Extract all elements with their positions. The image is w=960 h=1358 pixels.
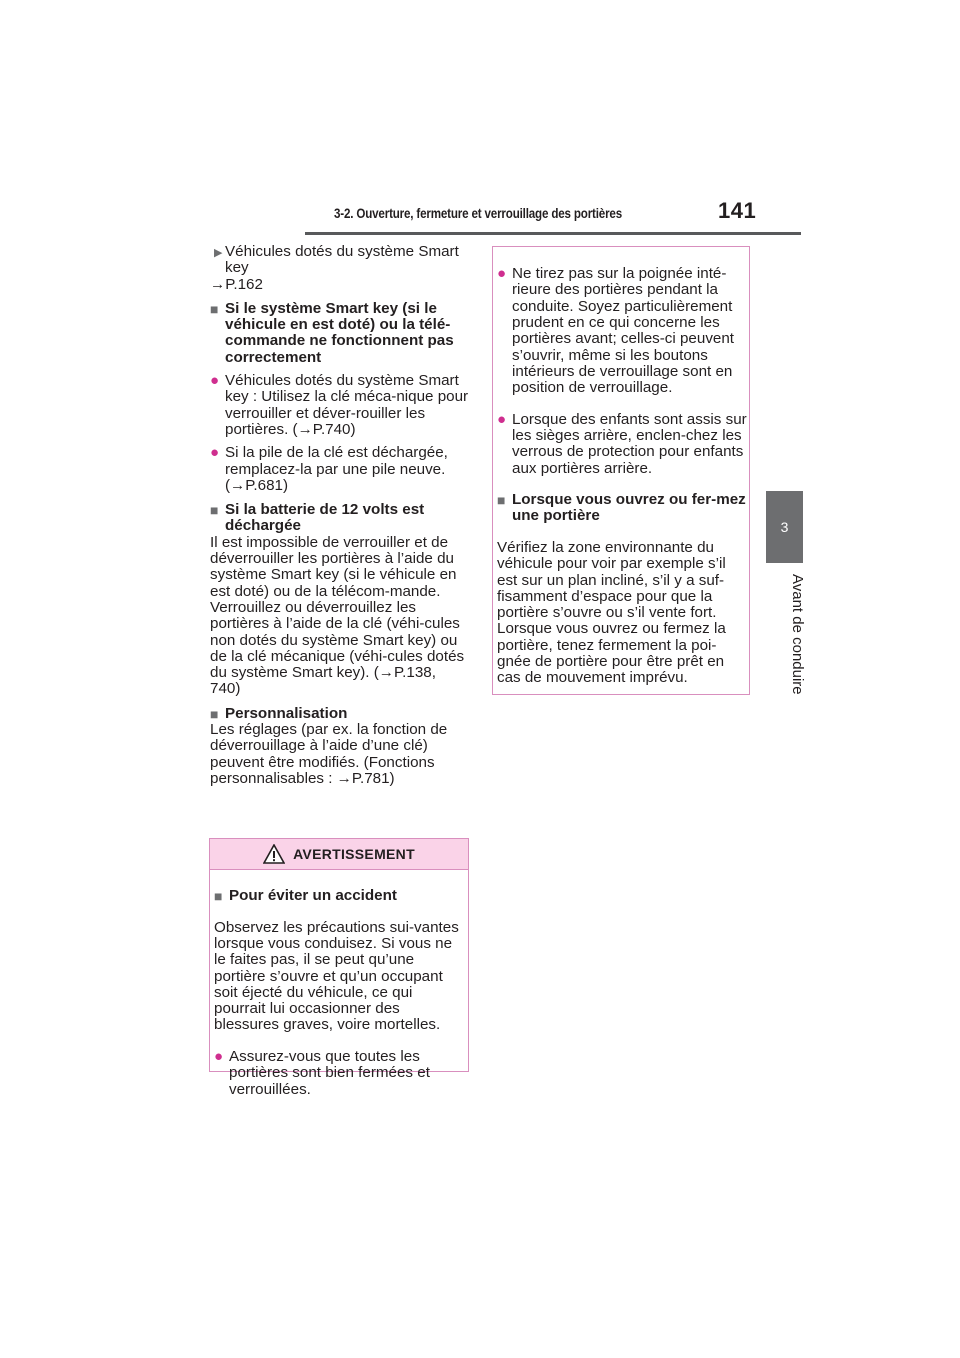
warning-title: AVERTISSEMENT [293, 846, 415, 862]
header-rule [305, 232, 801, 235]
list-item-text: Ne tirez pas sur la poignée inté-rieure des portières pendant la conduite. Soyez particulièrement prudent en ce qui concerne les portières avant; celles-ci peuvent s’ouvrir, même si les boutons intérieurs de verrouillage sont en position de verrouillage. [512, 265, 735, 397]
list-item [214, 1049, 465, 1098]
warning-header [210, 839, 468, 870]
list-item-text: Véhicules dotés du système Smart key : Utilisez la clé méca-nique pour verrouiller et déver-rouiller les portières. (→P.740) [225, 372, 469, 438]
vehicle-type-text: Véhicules dotés du système Smart key [225, 243, 459, 277]
list-item-text: Assurez-vous que toutes les portières sont bien fermées et verrouillées. [229, 1047, 430, 1098]
square-bullet-icon: ■ [214, 888, 223, 905]
list-item [497, 266, 747, 396]
square-bullet-icon: ■ [210, 705, 219, 722]
heading-opening-door: Lorsque vous ouvrez ou fer-mez une portière [512, 491, 746, 525]
list-item [210, 373, 470, 438]
section-heading [210, 706, 470, 722]
list-item-text: Lorsque des enfants sont assis sur les sièges arrière, enclen-chez les verrous de protection pour enfants aux portières arrière. [512, 410, 747, 477]
dot-bullet-icon: ● [497, 410, 507, 428]
chapter-number: 3 [780, 519, 789, 535]
square-bullet-icon: ■ [210, 300, 219, 317]
chapter-tab [766, 491, 803, 563]
square-bullet-icon: ■ [210, 502, 219, 519]
list-item-text: Si la pile de la clé est déchargée, remplacez-la par une pile neuve. (→P.681) [225, 444, 448, 494]
chapter-label: Avant de conduire [789, 573, 806, 695]
section-heading [210, 502, 470, 535]
warning-triangle-icon [263, 844, 285, 864]
page-reference: →P.162 [210, 275, 263, 293]
paragraph: Observez les précautions sui-vantes lorsque vous conduisez. Si vous ne le faites pas, il se peut qu’une portière s’ouvre et qu’un occupant soit éjecté du véhicule, ce qui pourrait lui occasionner des blessures graves, voire mortelles. [214, 918, 459, 1034]
section-heading [210, 301, 470, 366]
paragraph: Il est impossible de verrouiller et de déverrouiller les portières à l’aide du système Smart key (si le véhicule en est doté) ou de la télécom-mande. Verrouillez ou déverrouillez les portières à l’aide de la clé (véhi-cules non dotés du système Smart key) ou de la clé mécanique (véhi-cules dotés du système Smart key). (→P.138, 740) [210, 533, 465, 698]
page-number: 141 [718, 198, 757, 223]
section-title: 3-2. Ouverture, fermeture et verrouillage des portières [334, 206, 623, 221]
dot-bullet-icon: ● [210, 372, 220, 390]
paragraph: Vérifiez la zone environnante du véhicule pour voir par exemple s’il est sur un plan incliné, s’il y a suf-fisamment d’espace pour que la portière s’ouvre ou s’il vente fort. Lorsque vous ouvrez ou fermez la portière, tenez fermement la poi-gnée de portière pour être prêt en cas de mouvement imprévu. [497, 538, 726, 687]
warning-box [209, 838, 469, 1098]
warning-continuation-box [492, 246, 750, 695]
dot-bullet-icon: ● [210, 444, 220, 462]
vehicle-type-item [210, 244, 470, 277]
left-column [210, 244, 470, 787]
heading-avoid-accident: Pour éviter un accident [229, 887, 397, 905]
dot-bullet-icon: ● [214, 1047, 224, 1065]
section-heading [497, 492, 747, 525]
triangle-bullet-icon: ▶ [214, 247, 223, 259]
dot-bullet-icon: ● [497, 265, 507, 283]
heading-smart-key-fault: Si le système Smart key (si le véhicule en est doté) ou la télé-commande ne fonctionnent pas correctement [225, 299, 454, 366]
list-item [210, 445, 470, 494]
heading-battery-discharged: Si la batterie de 12 volts est déchargée [225, 501, 425, 535]
list-item [497, 412, 747, 477]
heading-personalisation: Personnalisation [225, 704, 348, 722]
square-bullet-icon: ■ [497, 492, 506, 509]
paragraph: Les réglages (par ex. la fonction de déverrouillage à l’aide d’une clé) peuvent être modifiés. (Fonctions personnalisables : →P.781) [210, 721, 448, 787]
section-heading [214, 888, 465, 904]
